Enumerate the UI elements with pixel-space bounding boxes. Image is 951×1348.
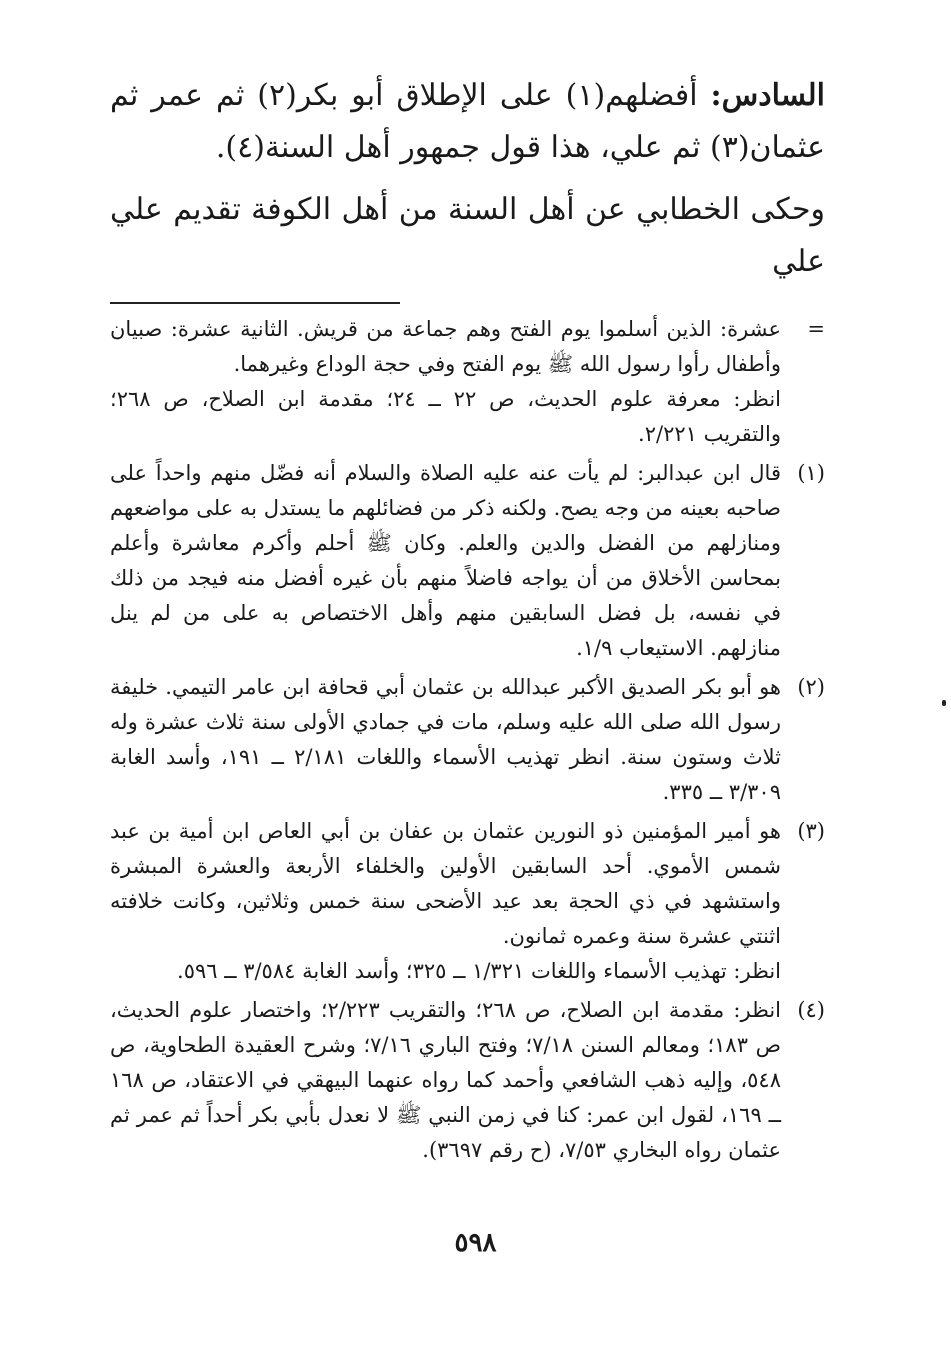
footnote-continuation [110,312,825,452]
footnote-paragraph: انظر: تهذيب الأسماء واللغات ١/٣٢١ ــ ٣٢٥؛ وأسد الغابة ٣/٥٨٤ ــ ٥٩٦. [177,959,781,983]
footnote-body [110,814,781,989]
main-paragraph-1 [110,70,825,174]
footnote-divider [110,302,400,304]
footnote-marker: (٣) [797,819,825,843]
footnote-paragraph: قال ابن عبدالبر: لم يأت عنه عليه الصلاة والسلام أنه فضّل منهم واحداً على صاحبه بعينه من وجه يصح. ولكنه ذكر من فضائلهم ما يستدل به على مواضعهم ومنازلهم من الفضل والدين والعلم. وكان ﷺ أحلم وأكرم معاشرة وأعلم بمحاسن الأخلاق من أن يواجه فاضلاً منهم بأن غيره أفضل منه فيجد من ذلك في نفسه، بل فضل السابقين منهم وأهل الاختصاص به على من لم ينل منازلهم. الاستيعاب ١/٩. [110,461,781,660]
footnote-paragraph: هو أمير المؤمنين ذو النورين عثمان بن عفان بن أبي العاص ابن أمية بن عبد شمس الأموي. أحد السابقين الأولين والخلفاء الأربعة والعشرة المبشرة واستشهد في ذي الحجة بعد عيد الأضحى سنة خمس وثلاثين، وكانت خلافته اثنتي عشرة سنة وعمره ثمانون. [110,819,781,948]
footnotes [110,312,825,1168]
footnote-marker: (٢) [797,675,825,699]
footnote-paragraph: عشرة: الذين أسلموا يوم الفتح وهم جماعة من قريش. الثانية عشرة: صبيان وأطفال رأوا رسول الله ﷺ يوم الفتح وفي حجة الوداع وغيرهما. [110,317,781,376]
footnote-1 [110,456,825,666]
page-body [110,70,825,1270]
footnote-body [110,456,781,666]
section-lead: السادس: [710,78,825,113]
footnote-paragraph: انظر: مقدمة ابن الصلاح، ص ٢٦٨؛ والتقريب ٢/٢٢٣؛ واختصار علوم الحديث، ص ١٨٣؛ ومعالم السنن ٧/١٨؛ وفتح الباري ٧/١٦؛ وشرح العقيدة الطحاوية، ص ٥٤٨، وإليه ذهب الشافعي وأحمد كما رواه عنهما البيهقي في الاعتقاد، ص ١٦٨ ــ ١٦٩، لقول ابن عمر: كنا في زمن النبي ﷺ لا نعدل بأبي بكر أحداً ثم عمر ثم عثمان رواه البخاري ٧/٥٣، (ح رقم ٣٦٩٧). [110,998,781,1162]
footnote-2 [110,670,825,810]
page-number: ٥٩٨ [454,1228,497,1258]
footnote-body [110,993,781,1168]
footnote-paragraph: انظر: معرفة علوم الحديث، ص ٢٢ ــ ٢٤؛ مقدمة ابن الصلاح، ص ٢٦٨؛ والتقريب ٢/٢٢١. [110,387,781,446]
footnote-paragraph: هو أبو بكر الصديق الأكبر عبدالله بن عثمان أبي قحافة ابن عامر التيمي. خليفة رسول الله صلى الله عليه وسلم، مات في جمادي الأولى سنة ثلاث عشرة وله ثلاث وستون سنة. انظر تهذيب الأسماء واللغات ٢/١٨١ ــ ١٩١، وأسد الغابة ٣/٣٠٩ ــ ٣٣٥. [110,675,781,804]
footnote-3 [110,814,825,989]
main-text [110,70,825,288]
main-paragraph-2: وحكى الخطابي عن أهل السنة من أهل الكوفة تقديم علي علي [110,192,825,279]
footnote-body [110,670,781,810]
footnote-body [110,312,781,452]
footnote-marker: (٤) [797,998,825,1022]
main-paragraph-1-text: أفضلهم(١) على الإطلاق أبو بكر(٢) ثم عمر ثم عثمان(٣) ثم علي، هذا قول جمهور أهل السنة(٤). [110,78,825,165]
footnote-marker: = [807,317,825,341]
footnote-4 [110,993,825,1168]
scan-mark [942,700,946,706]
footnote-marker: (١) [797,461,825,485]
